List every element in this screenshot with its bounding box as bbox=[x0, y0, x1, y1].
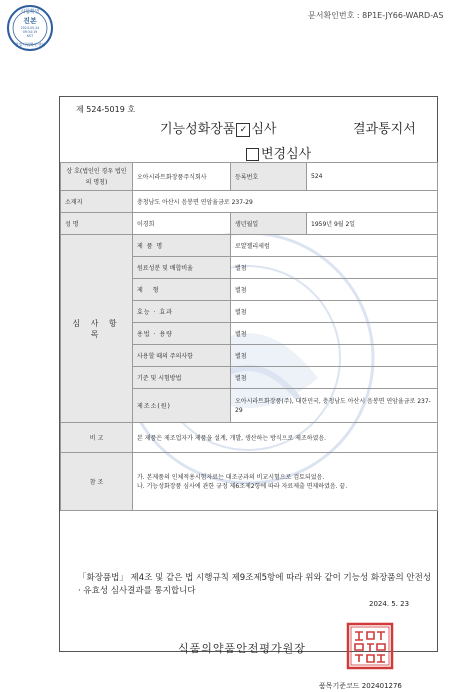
reference-line-2: 나. 기능성화장품 심사에 관한 규정 제6조제2항에 따라 자료제출 면제하였음. 끝. bbox=[137, 482, 348, 490]
table-row bbox=[61, 163, 438, 191]
review-item-value: 별첨 bbox=[231, 257, 438, 279]
authenticity-seal-icon bbox=[6, 4, 54, 52]
document-check-number: 문서확인번호 : 8P1E-JY66-WARD-AS bbox=[308, 11, 444, 20]
change-review-checkbox bbox=[246, 148, 259, 161]
seal-bottom-text: 행정사업확인센터 bbox=[14, 42, 46, 47]
seal-top-text: 시험확인 bbox=[20, 9, 40, 15]
change-review-title bbox=[244, 143, 311, 162]
notice-statement: 「화장품법」 제4조 및 같은 법 시행규칙 제9조제5항에 따라 위와 같이 기능성 화장품의 안전성 · 유효성 심사결과를 통지합니다 bbox=[78, 573, 432, 596]
review-item-label: 사용할 때의 주의사항 bbox=[133, 345, 231, 367]
birth-date-value: 1959년 9월 2일 bbox=[307, 213, 438, 235]
review-item-label: 제조소(원) bbox=[133, 389, 231, 423]
result-notice-title: 결과통지서 bbox=[353, 122, 416, 137]
review-item-value: 별첨 bbox=[231, 367, 438, 389]
issuer-name: 식품의약품안전평가원장 bbox=[178, 642, 306, 655]
review-item-value: 별첨 bbox=[231, 301, 438, 323]
seal-main-text: 진본 bbox=[23, 17, 37, 25]
review-item-value: 로얄젤리세럼 bbox=[231, 235, 438, 257]
reference-label: 참 조 bbox=[61, 453, 133, 511]
registration-number-label: 등록번호 bbox=[231, 163, 307, 191]
review-items-label: 심 사 항 목 bbox=[72, 318, 121, 339]
person-name-label: 성 명 bbox=[61, 213, 133, 235]
table-row bbox=[61, 423, 438, 453]
review-checkbox: ✓ bbox=[236, 123, 250, 137]
table-row bbox=[61, 235, 438, 257]
document-number: 제 524-5019 호 bbox=[76, 105, 136, 114]
review-item-label: 원료성분 및 배합비율 bbox=[133, 257, 231, 279]
review-item-label: 제 형 bbox=[133, 279, 231, 301]
review-item-label: 기준 및 시험방법 bbox=[133, 367, 231, 389]
document-title bbox=[160, 118, 276, 137]
manufacturer-value: 오아시라트화장품(주), 대한민국, 충청남도 아산시 음봉면 연암율금로 237-29 bbox=[231, 389, 438, 423]
review-item-label: 제 품 명 bbox=[133, 235, 231, 257]
review-item-value: 별첨 bbox=[231, 323, 438, 345]
review-table bbox=[60, 162, 438, 511]
seal-time-text: 09:34:19 bbox=[22, 30, 38, 34]
reference-line-1: 가. 본제품의 인체적용시험자료는 대조군과의 비교시험으로 검토되었음. bbox=[137, 473, 325, 481]
change-review-label: 변경심사 bbox=[261, 147, 312, 162]
title-prefix: 기능성화장품 bbox=[160, 122, 236, 137]
review-items-section bbox=[61, 235, 133, 423]
official-stamp-icon bbox=[346, 622, 394, 670]
review-item-value: 별첨 bbox=[231, 279, 438, 301]
seal-date-text: 2024-05-24 bbox=[20, 26, 40, 30]
remarks-label: 비 고 bbox=[61, 423, 133, 453]
company-name-value: 오아시라트화장품주식회사 bbox=[133, 163, 231, 191]
review-item-label: 효능 · 효과 bbox=[133, 301, 231, 323]
address-value: 충청남도 아산시 음봉면 연암율금로 237-29 bbox=[133, 191, 438, 213]
review-item-value: 별첨 bbox=[231, 345, 438, 367]
remarks-value: 본 제품은 제조업자가 제품을 설계, 개발, 생산하는 방식으로 제조하였음. bbox=[133, 423, 438, 453]
title-suffix: 심사 bbox=[251, 122, 277, 137]
item-standard-code: 품목기준코드 202401276 bbox=[319, 682, 402, 690]
table-row bbox=[61, 191, 438, 213]
seal-kst-text: KST bbox=[26, 34, 34, 38]
registration-number-value: 524 bbox=[307, 163, 438, 191]
review-item-label: 용법 · 용량 bbox=[133, 323, 231, 345]
reference-value bbox=[133, 453, 438, 511]
birth-date-label: 생년월일 bbox=[231, 213, 307, 235]
address-label: 소재지 bbox=[61, 191, 133, 213]
person-name-value: 이경희 bbox=[133, 213, 231, 235]
issue-date: 2024. 5. 23 bbox=[369, 600, 410, 608]
table-row bbox=[61, 453, 438, 511]
table-row bbox=[61, 213, 438, 235]
company-name-label: 상 호(법인인 경우 법인의 명칭) bbox=[61, 163, 133, 191]
